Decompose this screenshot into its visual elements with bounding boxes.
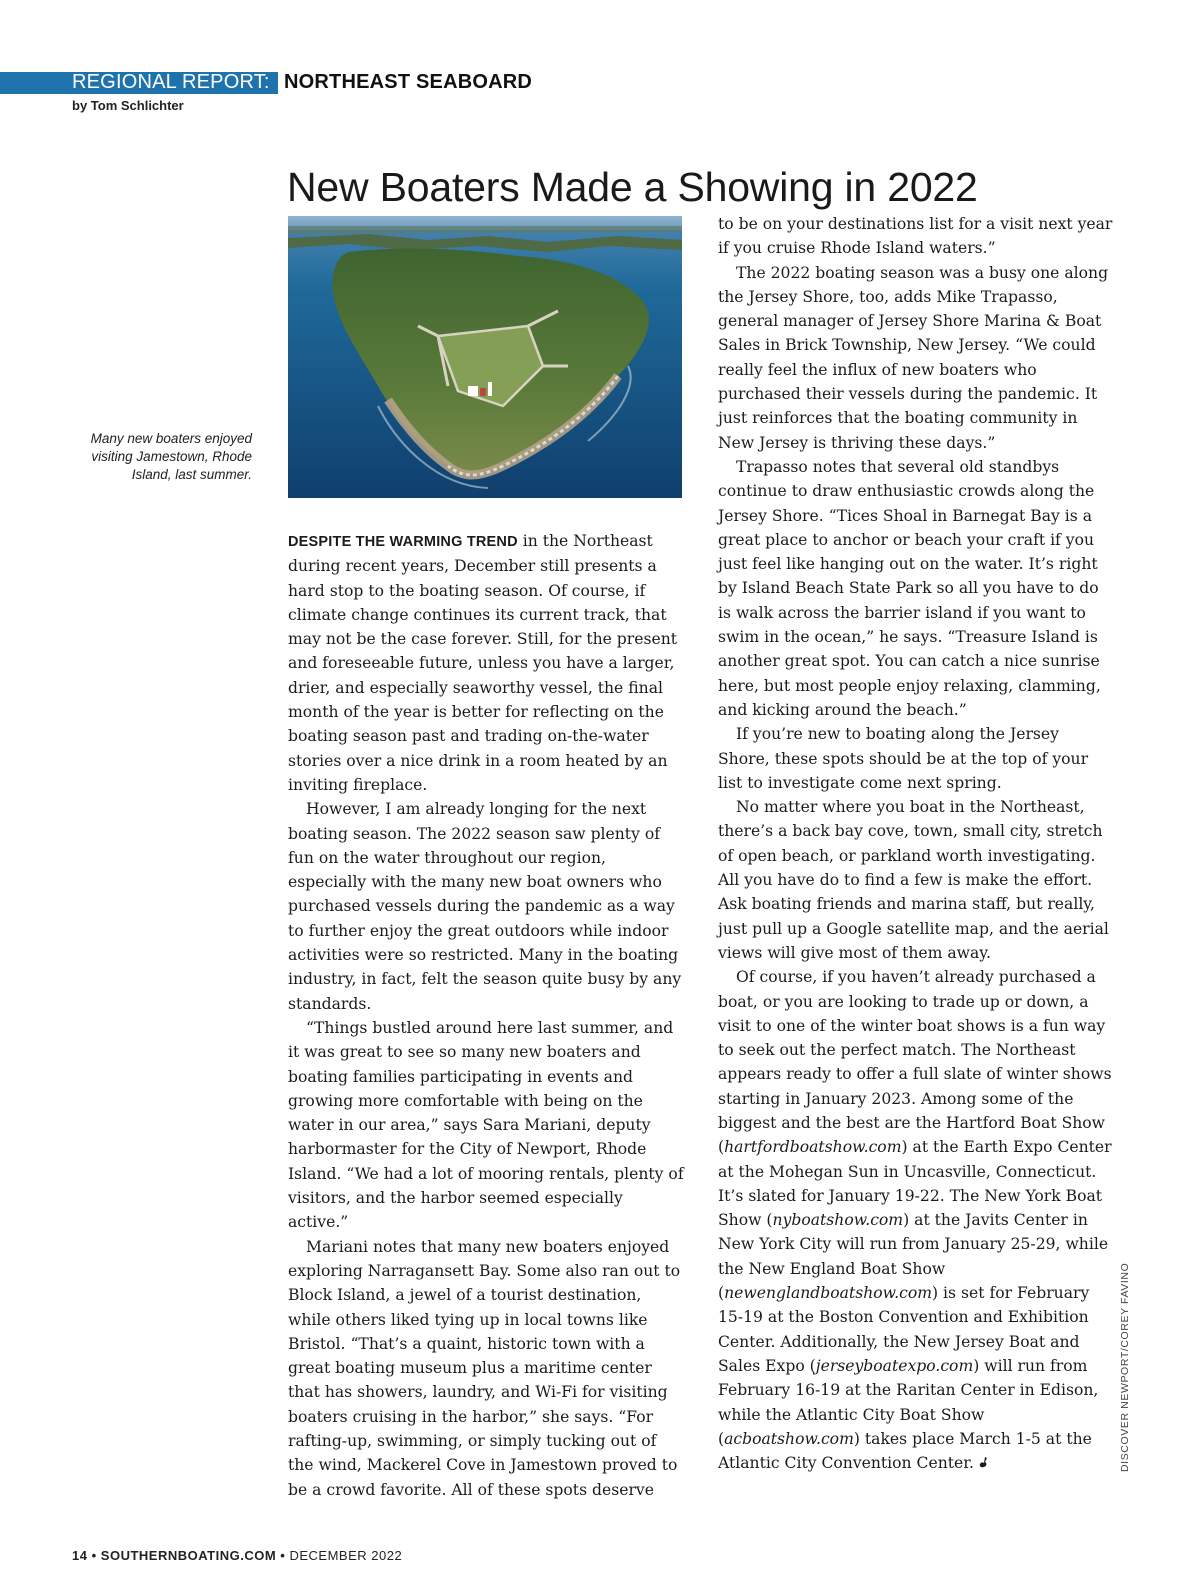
paragraph: “Things bustled around here last summer, and it was great to see so many new boaters and boating families participating in events and growing more comfortable with being on the water in our area,” says Sara Mariani, deputy harbormaster for the City of Newport, Rhode Island. “We had a lot of mooring rentals, plenty of visitors, and the harbor seemed especially active.” bbox=[288, 1018, 684, 1232]
link-nyboatshow[interactable]: nyboatshow.com bbox=[772, 1211, 904, 1230]
article-column-2 bbox=[718, 212, 1114, 1475]
paragraph-text: ) at the Earth Expo Center at the Mohegan Sun in Uncasville, Connecticut. It’s slated for January 19-22. The New York Boat Show ( bbox=[718, 1138, 1112, 1230]
paragraph: If you’re new to boating along the Jersey Shore, these spots should be at the top of your list to investigate come next spring. bbox=[718, 725, 1089, 792]
paragraph: No matter where you boat in the Northeast, there’s a back bay cove, town, small city, stretch of open beach, or parkland worth investigating. All you have do to find a few is make the effort. Ask boating friends and marina staff, but really, just pull up a Google satellite map, and the aerial views will give most of them away. bbox=[718, 798, 1109, 962]
link-hartford[interactable]: hartfordboatshow.com bbox=[724, 1138, 902, 1157]
paragraph-text: ) takes place March 1-5 at the Atlantic City Convention Center. bbox=[718, 1429, 1092, 1473]
photo-credit: DISCOVER NEWPORT/COREY FAVINO bbox=[1119, 1262, 1131, 1472]
link-acboatshow[interactable]: acboatshow.com bbox=[724, 1429, 854, 1448]
byline: by Tom Schlichter bbox=[72, 98, 184, 113]
section-topic: NORTHEAST SEABOARD bbox=[284, 71, 533, 93]
article-column-1 bbox=[288, 529, 686, 1502]
paragraph-text: Of course, if you haven’t already purchased a boat, or you are looking to trade up or down, a visit to one of the winter boat shows is a fun way to seek out the perfect match. The Northeast appears ready to offer a full slate of winter shows starting in January 2023. Among some of the biggest and the best are the Hartford Boat Show ( bbox=[718, 968, 1112, 1157]
paragraph: However, I am already longing for the next boating season. The 2022 season saw plenty of fun on the water throughout our region, especially with the many new boat owners who purchased vessels during the pandemic as a way to further enjoy the great outdoors while indoor activities were so restricted. Many in the boating industry, in fact, felt the season quite busy by any standards. bbox=[288, 800, 682, 1013]
paragraph bbox=[718, 965, 1114, 1475]
paragraph-text: in the Northeast during recent years, December still presents a hard stop to the boating season. Of course, if climate change continues its current track, that may not be the case forever. Still, for the present and foreseeable future, unless you have a larger, drier, and especially seaworthy vessel, the final month of the year is better for reflecting on the boating season past and trading on-the-water stories over a nice drink in a room heated by an inviting fireplace. bbox=[288, 532, 678, 794]
paragraph: to be on your destinations list for a visit next year if you cruise Rhode Island waters.” bbox=[718, 215, 1113, 258]
paragraph-text: ) at the Javits Center in New York City will run from January 25-29, while the New England Boat Show ( bbox=[718, 1211, 1109, 1303]
paragraph-text: ) will run from February 16-19 at the Raritan Center in Edison, while the Atlantic City Boat Show ( bbox=[718, 1356, 1099, 1448]
link-newengland[interactable]: newenglandboatshow.com bbox=[724, 1284, 933, 1303]
section-label: REGIONAL REPORT: bbox=[72, 71, 270, 93]
photo-caption: Many new boaters enjoyed visiting Jamestown, Rhode Island, last summer. bbox=[90, 431, 252, 482]
page-number: 14 bbox=[72, 1548, 88, 1563]
paragraph: The 2022 boating season was a busy one along the Jersey Shore, too, adds Mike Trapasso, general manager of Jersey Shore Marina & Boat Sales in Brick Township, New Jersey. “We could really feel the influx of new boaters who purchased their vessels during the pandemic. It just reinforces that the boating community in New Jersey is thriving these days.” bbox=[718, 263, 1109, 452]
footer-issue: DECEMBER 2022 bbox=[289, 1548, 403, 1563]
paragraph-text: ) is set for February 15-19 at the Boston Convention and Exhibition Center. Additionally, the New Jersey Boat and Sales Expo ( bbox=[718, 1284, 1090, 1375]
lead-in: DESPITE THE WARMING TREND bbox=[288, 534, 518, 550]
aerial-peninsula-photo bbox=[288, 216, 682, 498]
paragraph: Mariani notes that many new boaters enjoyed exploring Narragansett Bay. Some also ran out to Block Island, a jewel of a tourist destination, while others liked tying up in local towns like Bristol. “That’s a quaint, historic town with a great boating museum plus a maritime center that has showers, laundry, and Wi-Fi for visiting boaters cruising in the harbor,” she says. “For rafting-up, swimming, or simply tucking out of the wind, Mackerel Cove in Jamestown proved to be a crowd favorite. All of these spots deserve bbox=[288, 1237, 681, 1499]
page-footer: 14 • SOUTHERNBOATING.COM • DECEMBER 2022 bbox=[72, 1548, 403, 1563]
end-mark-icon bbox=[978, 1456, 990, 1469]
footer-site: SOUTHERNBOATING.COM bbox=[100, 1548, 277, 1563]
link-jerseyboatexpo[interactable]: jerseyboatexpo.com bbox=[815, 1356, 974, 1375]
paragraph: Trapasso notes that several old standbys continue to draw enthusiastic crowds along the Jersey Shore. “Tices Shoal in Barnegat Bay is a great place to anchor or beach your craft if you just feel like hanging out on the water. It’s right by Island Beach State Park so all you have to do is walk across the barrier island if you want to swim in the ocean,” he says. “Treasure Island is another great spot. You can catch a nice sunrise here, but most people enjoy relaxing, clamming, and kicking around the beach.” bbox=[718, 457, 1101, 719]
paragraph bbox=[288, 529, 686, 797]
headline: New Boaters Made a Showing in 2022 bbox=[287, 164, 978, 210]
